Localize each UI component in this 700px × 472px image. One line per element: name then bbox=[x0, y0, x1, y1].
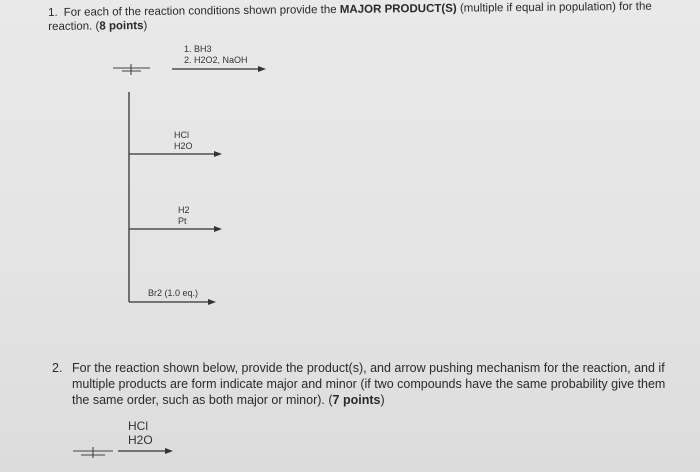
reagents-4 bbox=[148, 288, 198, 299]
reaction-arrow-4 bbox=[129, 299, 216, 305]
q2-points: 7 points bbox=[332, 393, 381, 407]
reagent-2-line-2: H2O bbox=[174, 141, 193, 151]
reaction-arrow-1 bbox=[172, 66, 266, 72]
reagent-1-line-2: 2. H2O2, NaOH bbox=[184, 55, 248, 65]
q2-reaction-arrow bbox=[118, 448, 173, 454]
question-2-prompt bbox=[52, 360, 682, 408]
question-1-number: 1. bbox=[48, 6, 58, 19]
reagents-3 bbox=[178, 205, 190, 227]
q2-alkene-starting-material bbox=[73, 447, 113, 458]
reaction-arrow-3 bbox=[129, 226, 222, 232]
q1-bold-phrase: MAJOR PRODUCT(S) bbox=[339, 2, 457, 16]
alkene-starting-material bbox=[113, 64, 150, 75]
q2-text-end: ) bbox=[380, 393, 385, 407]
q1-text-before: For each of the reaction conditions shown provide the bbox=[63, 3, 340, 19]
q1-text-end: ) bbox=[143, 19, 148, 33]
q2-text: For the reaction shown below, provide the product(s), and arrow pushing mechanism for the reaction, and if multiple products are form indicate major and minor (if two compounds have the same probability give them the same order, such as both major or minor). ( bbox=[72, 361, 666, 407]
reagent-1-line-1: 1. BH3 bbox=[184, 44, 212, 54]
q2-reagents bbox=[128, 419, 153, 447]
reagent-3-line-1: H2 bbox=[178, 205, 190, 215]
q2-reagent-line-1: HCl bbox=[128, 419, 148, 433]
reagents-2 bbox=[174, 130, 193, 152]
q2-reagent-line-2: H2O bbox=[128, 433, 153, 447]
reagents-1 bbox=[184, 44, 248, 66]
reagent-4-line-1: Br2 (1.0 eq.) bbox=[148, 288, 199, 298]
reagent-2-line-1: HCl bbox=[174, 130, 189, 140]
q1-text-after: (multiple if equal in population) for the reaction. ( bbox=[48, 0, 652, 33]
reagent-3-line-2: Pt bbox=[178, 216, 187, 226]
q1-points: 8 points bbox=[99, 20, 144, 33]
question-2-number: 2. bbox=[52, 361, 63, 375]
